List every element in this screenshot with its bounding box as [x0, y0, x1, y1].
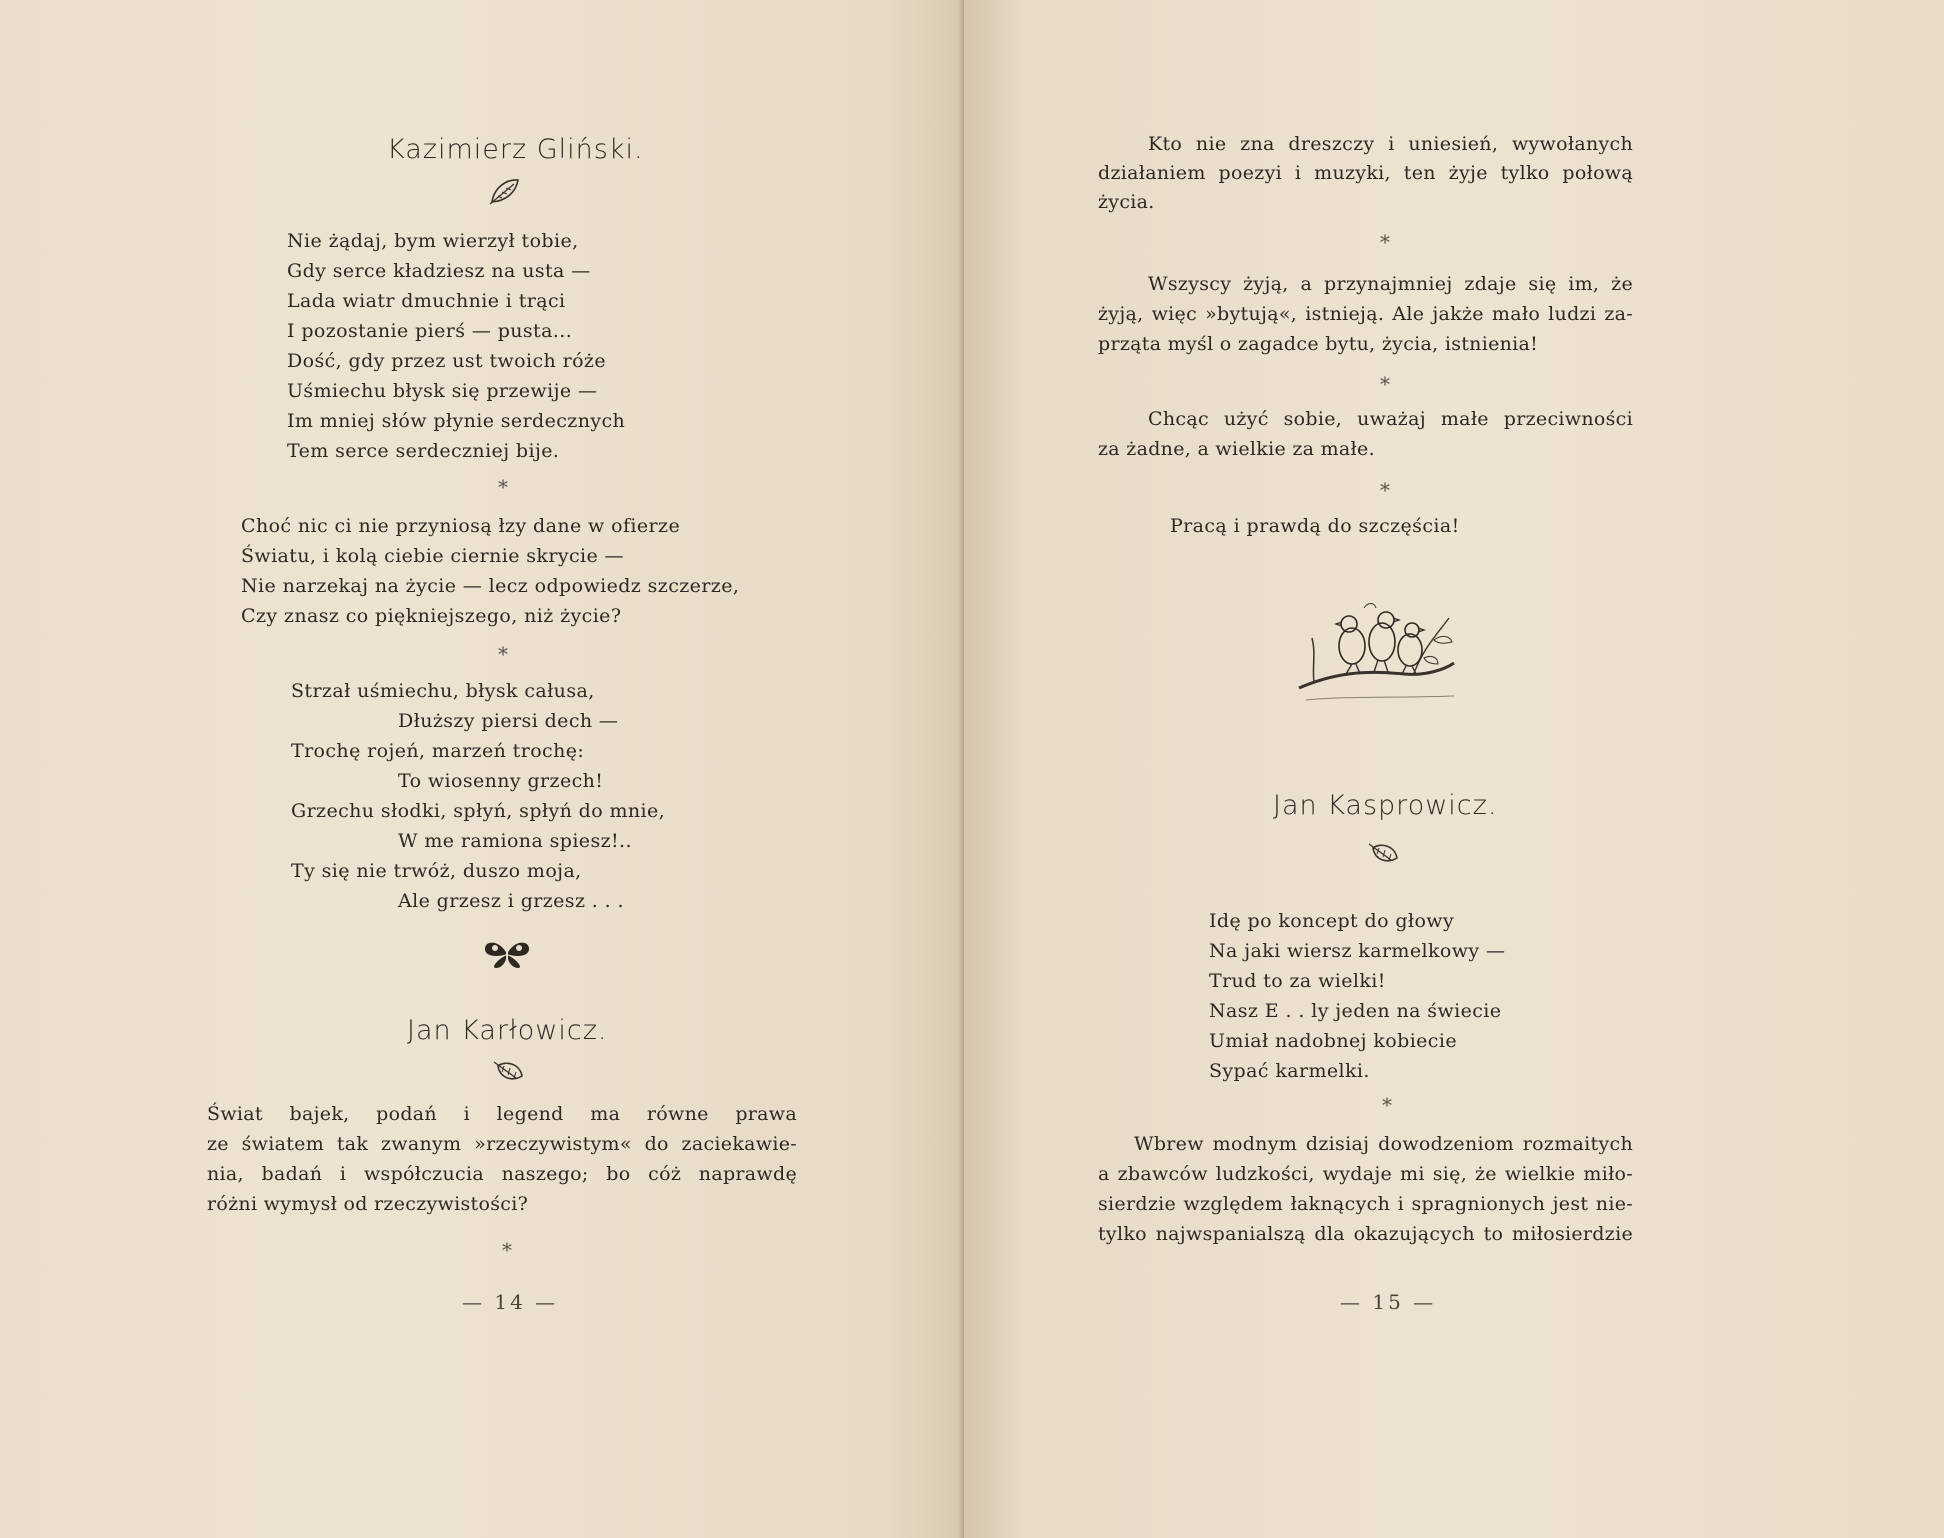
poem-line: Ty się nie trwóż, duszo moja, [291, 860, 582, 882]
prose-line: życia. [1098, 191, 1155, 213]
poem-line: Sypać karmelki. [1209, 1060, 1370, 1082]
prose-line: prząta myśl o zagadce bytu, życia, istnienia! [1098, 333, 1539, 355]
page-number: — 15 — [1340, 1290, 1437, 1314]
poem-line: Lada wiatr dmuchnie i trąci [287, 290, 566, 312]
poem-line: Choć nic ci nie przyniosą łzy dane w ofierze [241, 515, 681, 537]
author-heading-kasprowicz: Jan Kasprowicz. [1273, 790, 1498, 821]
prose-line: różni wymysł od rzeczywistości? [207, 1193, 529, 1215]
poem-line: Czy znasz co piękniejszego, niż życie? [241, 605, 622, 627]
section-separator-star: * [498, 475, 508, 499]
poem-line: Trud to za wielki! [1209, 970, 1386, 992]
prose-line: żyją, więc »bytują«, istnieją. Ale jakże mało ludzi za- [1098, 303, 1633, 325]
page-number: — 14 — [462, 1290, 559, 1314]
prose-line: Wbrew modnym dzisiaj dowodzeniom rozmaitych [1134, 1133, 1633, 1155]
prose-line: tylko najwspanialszą dla okazujących to miłosierdzie [1098, 1223, 1633, 1245]
leaf-ornament-icon [1367, 840, 1401, 868]
leaf-ornament-icon [488, 176, 522, 206]
poem-line: Światu, i kolą ciebie ciernie skrycie — [241, 545, 624, 567]
section-separator-star: * [1380, 230, 1390, 254]
poem-line: W me ramiona spiesz!.. [398, 830, 632, 852]
prose-line: Chcąc użyć sobie, uważaj małe przeciwności [1148, 408, 1633, 430]
poem-line: Tem serce serdeczniej bije. [287, 440, 560, 462]
poem-line: Nie żądaj, bym wierzył tobie, [287, 230, 579, 252]
poem-line: Dłuższy piersi dech — [398, 710, 619, 732]
poem-line: Nasz E . . ly jeden na świecie [1209, 1000, 1502, 1022]
prose-line: Wszyscy żyją, a przynajmniej zdaje się im, że [1148, 273, 1633, 295]
poem-line: Nie narzekaj na życie — lecz odpowiedz szczerze, [241, 575, 740, 597]
poem-line: Gdy serce kładziesz na usta — [287, 260, 591, 282]
birds-on-branch-icon [1294, 578, 1464, 708]
prose-line: sierdzie względem łaknących i spragnionych jest nie- [1098, 1193, 1633, 1215]
section-separator-star: * [502, 1238, 512, 1262]
prose-line: a zbawców ludzkości, wydaje mi się, że wielkie miło- [1098, 1163, 1633, 1185]
author-heading-karlowicz: Jan Karłowicz. [407, 1015, 608, 1046]
prose-line: za żadne, a wielkie za małe. [1098, 438, 1375, 460]
poem-line: Na jaki wiersz karmelkowy — [1209, 940, 1506, 962]
section-separator-star: * [498, 642, 508, 666]
poem-line: Dość, gdy przez ust twoich róże [287, 350, 606, 372]
poem-line: To wiosenny grzech! [398, 770, 604, 792]
poem-line: Uśmiechu błysk się przewije — [287, 380, 598, 402]
butterfly-ornament-icon [482, 938, 532, 970]
section-separator-star: * [1380, 478, 1390, 502]
right-page [964, 0, 1944, 1538]
poem-line: Grzechu słodki, spłyń, spłyń do mnie, [291, 800, 666, 822]
poem-line: Ale grzesz i grzesz . . . [398, 890, 624, 912]
prose-line-motto: Pracą i prawdą do szczęścia! [1170, 515, 1460, 537]
prose-line: nia, badań i współczucia naszego; bo cóż naprawdę [207, 1163, 797, 1185]
prose-line: Kto nie zna dreszczy i uniesień, wywołanych [1148, 133, 1633, 155]
section-separator-star: * [1382, 1093, 1392, 1117]
section-separator-star: * [1380, 372, 1390, 396]
prose-line: działaniem poezyi i muzyki, ten żyje tylko połową [1098, 162, 1633, 184]
prose-line: Świat bajek, podań i legend ma równe prawa [207, 1103, 797, 1125]
poem-line: I pozostanie pierś — pusta... [287, 320, 573, 342]
author-heading-glinski: Kazimierz Gliński. [387, 134, 644, 165]
poem-line: Im mniej słów płynie serdecznych [287, 410, 626, 432]
left-page [0, 0, 964, 1538]
leaf-ornament-icon [492, 1058, 526, 1086]
prose-line: ze światem tak zwanym »rzeczywistym« do zaciekawie- [207, 1133, 797, 1155]
poem-line: Idę po koncept do głowy [1209, 910, 1455, 932]
poem-line: Strzał uśmiechu, błysk całusa, [291, 680, 595, 702]
poem-line: Trochę rojeń, marzeń trochę: [291, 740, 585, 762]
poem-line: Umiał nadobnej kobiecie [1209, 1030, 1457, 1052]
